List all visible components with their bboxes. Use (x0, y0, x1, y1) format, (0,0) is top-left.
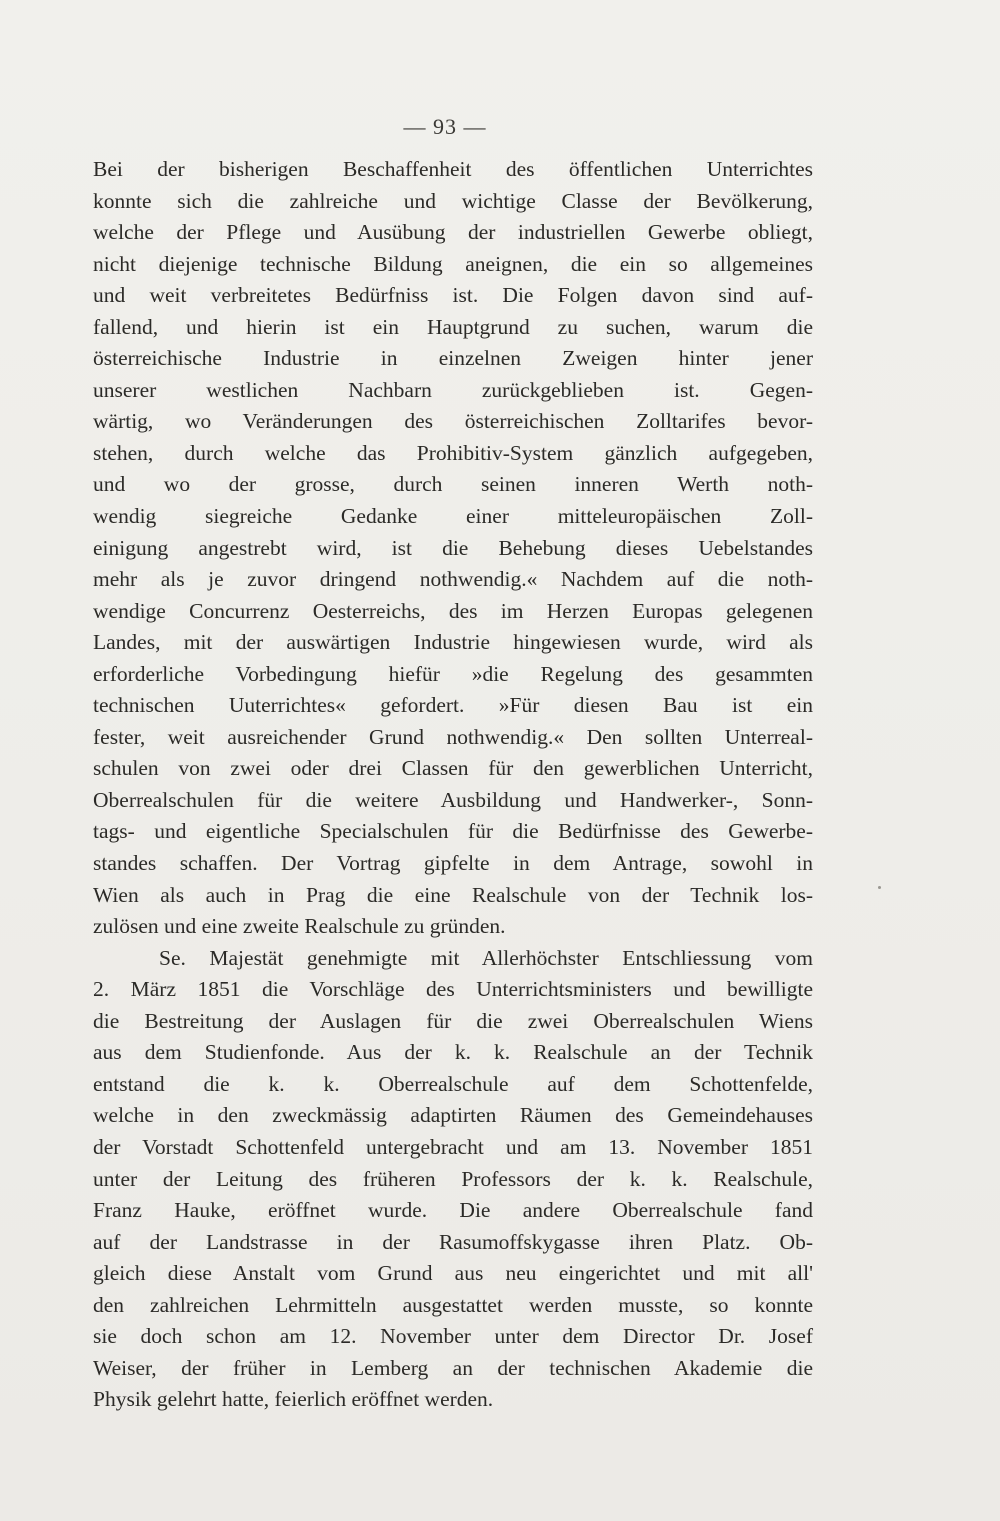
text-line: mehr als je zuvor dringend nothwendig.« Nachdem auf die noth- (93, 567, 813, 592)
text-line: konnte sich die zahlreiche und wichtige Classe der Bevölkerung, (93, 188, 813, 213)
text-line: Bei der bisherigen Beschaffenheit des öffentlichen Unterrichtes (93, 157, 813, 181)
text-line: tags- und eigentliche Specialschulen für die Bedürfnisse des Gewerbe- (93, 819, 813, 844)
paragraph-start-line: Se. Majestät genehmigte mit Allerhöchster Entschliessung vom (159, 945, 813, 970)
text-line: welche der Pflege und Ausübung der industriellen Gewerbe obliegt, (93, 220, 813, 245)
text-line: der Vorstadt Schottenfeld untergebracht und am 13. November 1851 (93, 1134, 813, 1159)
text-line: auf der Landstrasse in der Rasumoffskygasse ihren Platz. Ob- (93, 1229, 813, 1254)
text-line: stehen, durch welche das Prohibitiv-System gänzlich aufgegeben, (93, 440, 813, 465)
text-line: österreichische Industrie in einzelnen Zweigen hinter jener (93, 346, 813, 371)
text-line: nicht diejenige technische Bildung aneignen, die ein so allgemeines (93, 251, 813, 276)
text-line: welche in den zweckmässig adaptirten Räumen des Gemeindehauses (93, 1103, 813, 1128)
text-line: den zahlreichen Lehrmitteln ausgestattet werden musste, so konnte (93, 1292, 813, 1317)
text-line: wärtig, wo Veränderungen des österreichischen Zolltarifes bevor- (93, 409, 813, 434)
text-line: standes schaffen. Der Vortrag gipfelte in dem Antrage, sowohl in (93, 851, 813, 876)
paper-speck (878, 886, 881, 889)
text-line: einigung angestrebt wird, ist die Behebung dieses Uebelstandes (93, 535, 813, 560)
paragraph-end-line: Physik gelehrt hatte, feierlich eröffnet werden. (93, 1387, 494, 1412)
text-line: Oberrealschulen für die weitere Ausbildung und Handwerker-, Sonn- (93, 787, 813, 812)
text-line: entstand die k. k. Oberrealschule auf dem Schottenfelde, (93, 1071, 813, 1096)
text-line: schulen von zwei oder drei Classen für den gewerblichen Unterricht, (93, 756, 813, 781)
text-line: fallend, und hierin ist ein Hauptgrund zu suchen, warum die (93, 314, 813, 339)
text-line: Landes, mit der auswärtigen Industrie hingewiesen wurde, wird als (93, 630, 813, 655)
text-line: unserer westlichen Nachbarn zurückgeblieben ist. Gegen- (93, 377, 813, 402)
text-line: Franz Hauke, eröffnet wurde. Die andere Oberrealschule fand (93, 1198, 813, 1223)
text-line: die Bestreitung der Auslagen für die zwei Oberrealschulen Wiens (93, 1008, 813, 1033)
text-line: unter der Leitung des früheren Professors der k. k. Realschule, (93, 1166, 813, 1191)
text-line: fester, weit ausreichender Grund nothwendig.« Den sollten Unterreal- (93, 724, 813, 749)
text-line: aus dem Studienfonde. Aus der k. k. Realschule an der Technik (93, 1040, 813, 1065)
paragraph-end-line: zulösen und eine zweite Realschule zu gründen. (93, 914, 506, 939)
text-line: und weit verbreitetes Bedürfniss ist. Die Folgen davon sind auf- (93, 283, 813, 308)
page-number: — 93 — (403, 114, 487, 139)
text-line: Weiser, der früher in Lemberg an der technischen Akademie die (93, 1355, 813, 1380)
text-line: Wien als auch in Prag die eine Realschule von der Technik los- (93, 882, 813, 907)
text-line: 2. März 1851 die Vorschläge des Unterrichtsministers und bewilligte (93, 977, 813, 1002)
text-line: technischen Uuterrichtes« gefordert. »Für diesen Bau ist ein (93, 693, 813, 718)
text-line: wendige Concurrenz Oesterreichs, des im Herzen Europas gelegenen (93, 598, 813, 623)
text-line: wendig siegreiche Gedanke einer mitteleuropäischen Zoll- (93, 504, 813, 529)
text-line: gleich diese Anstalt vom Grund aus neu eingerichtet und mit all' (93, 1261, 813, 1286)
body-text (93, 154, 813, 1416)
text-line: erforderliche Vorbedingung hiefür »die Regelung des gesammten (93, 661, 813, 686)
text-line: sie doch schon am 12. November unter dem Director Dr. Josef (93, 1324, 813, 1349)
text-line: und wo der grosse, durch seinen inneren Werth noth- (93, 472, 813, 497)
